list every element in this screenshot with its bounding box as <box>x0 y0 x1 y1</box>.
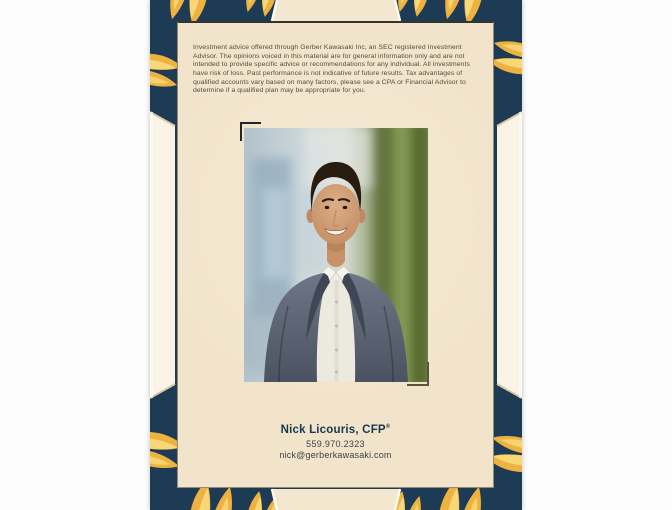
photo-corner-bracket-bottom-right-icon <box>407 362 429 386</box>
advisor-email: nick@gerberkawasaki.com <box>279 450 392 460</box>
contact-block <box>177 424 494 460</box>
advisor-portrait-photo <box>244 128 428 382</box>
disclaimer-text: Investment advice offered through Gerber Kawasaki Inc, an SEC registered Investment Advisor. The opinions voiced in this material are for general information only and are not intended to provide specific advice or recommendations for any individual. All investments have risk of loss. Past performance is not indicative of future results. Tax advantages of qualified accounts vary based on many factors, please see a CPA or Financial Advisor to determine if a qualified plan may be appropriate for you. <box>193 44 470 95</box>
photo-corner-bracket-top-left-icon <box>240 122 261 141</box>
registered-mark: ® <box>385 424 391 431</box>
advisor-name-text: Nick Licouris, CFP <box>280 424 386 436</box>
advisor-name <box>177 424 494 436</box>
advisor-phone: 559.970.2323 <box>306 439 365 449</box>
flyer <box>150 0 522 510</box>
